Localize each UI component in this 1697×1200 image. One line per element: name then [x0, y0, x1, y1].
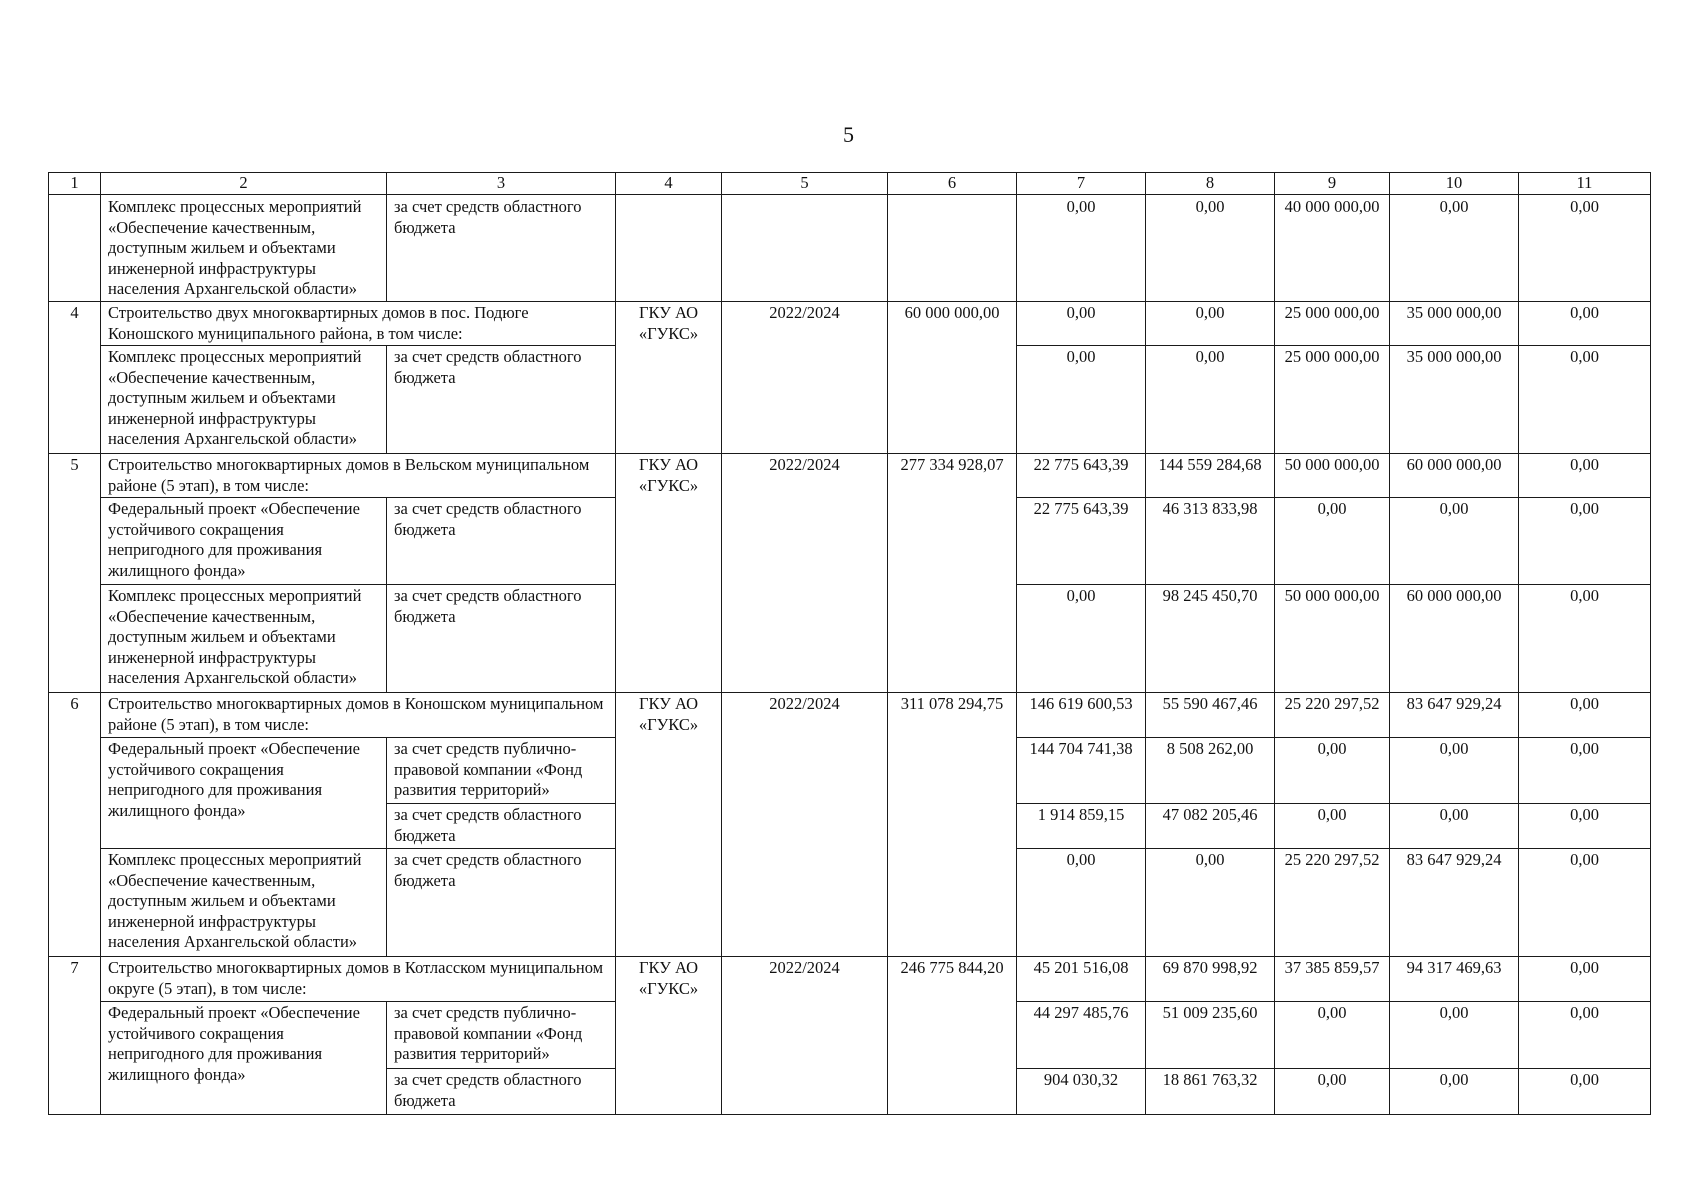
value-cell: 0,00 — [1275, 738, 1390, 804]
value-cell: 25 000 000,00 — [1275, 302, 1390, 346]
value-cell: 37 385 859,57 — [1275, 957, 1390, 1002]
value-cell: 0,00 — [1390, 738, 1519, 804]
object-name-cell: Строительство многоквартирных домов в Котласском муниципальном округе (5 этап), в том числе: — [101, 957, 616, 1002]
value-cell: 35 000 000,00 — [1390, 302, 1519, 346]
funding-source-cell: за счет средств областного бюджета — [387, 1069, 616, 1115]
header-cell: 1 — [49, 173, 101, 195]
value-cell: 0,00 — [1519, 454, 1651, 498]
value-cell: 1 914 859,15 — [1017, 804, 1146, 849]
value-cell: 146 619 600,53 — [1017, 693, 1146, 738]
value-cell: 0,00 — [1519, 346, 1651, 454]
value-cell: 0,00 — [1275, 1069, 1390, 1115]
value-cell: 55 590 467,46 — [1146, 693, 1275, 738]
program-name-cell: Федеральный проект «Обеспечение устойчивого сокращения непригодного для проживания жилищного фонда» — [101, 1002, 387, 1115]
header-cell: 6 — [888, 173, 1017, 195]
period-cell: 2022/2024 — [722, 957, 888, 1115]
value-cell: 60 000 000,00 — [1390, 585, 1519, 693]
object-name-cell: Строительство многоквартирных домов в Коношском муниципальном районе (5 этап), в том числе: — [101, 693, 616, 738]
header-cell: 10 — [1390, 173, 1519, 195]
value-cell: 0,00 — [1275, 804, 1390, 849]
total-cell: 311 078 294,75 — [888, 693, 1017, 957]
value-cell: 0,00 — [1390, 195, 1519, 302]
value-cell: 69 870 998,92 — [1146, 957, 1275, 1002]
value-cell: 98 245 450,70 — [1146, 585, 1275, 693]
executor-cell: ГКУ АО «ГУКС» — [616, 957, 722, 1115]
value-cell: 0,00 — [1275, 1002, 1390, 1069]
value-cell: 50 000 000,00 — [1275, 585, 1390, 693]
value-cell: 0,00 — [1146, 195, 1275, 302]
page-number: 5 — [843, 122, 854, 147]
program-name-cell: Комплекс процессных мероприятий «Обеспечение качественным, доступным жильем и объектами инженерной инфраструктуры населения Архангельской области» — [101, 346, 387, 454]
funding-source-cell: за счет средств публично-правовой компании «Фонд развития территорий» — [387, 738, 616, 804]
header-cell: 3 — [387, 173, 616, 195]
value-cell: 0,00 — [1146, 302, 1275, 346]
value-cell: 83 647 929,24 — [1390, 849, 1519, 957]
value-cell: 0,00 — [1519, 1002, 1651, 1069]
table-row — [49, 195, 1651, 302]
value-cell: 904 030,32 — [1017, 1069, 1146, 1115]
value-cell: 0,00 — [1390, 804, 1519, 849]
value-cell: 0,00 — [1519, 585, 1651, 693]
funding-source-cell: за счет средств областного бюджета — [387, 346, 616, 454]
total-cell: 60 000 000,00 — [888, 302, 1017, 454]
value-cell: 46 313 833,98 — [1146, 498, 1275, 585]
value-cell: 0,00 — [1519, 195, 1651, 302]
header-cell: 8 — [1146, 173, 1275, 195]
row-number-cell: 4 — [49, 302, 101, 454]
value-cell: 44 297 485,76 — [1017, 1002, 1146, 1069]
value-cell: 22 775 643,39 — [1017, 454, 1146, 498]
period-cell — [722, 195, 888, 302]
value-cell: 0,00 — [1519, 1069, 1651, 1115]
value-cell: 60 000 000,00 — [1390, 454, 1519, 498]
row-number-cell — [49, 195, 101, 302]
value-cell: 0,00 — [1390, 1069, 1519, 1115]
value-cell: 0,00 — [1519, 302, 1651, 346]
program-name-cell: Комплекс процессных мероприятий «Обеспечение качественным, доступным жильем и объектами инженерной инфраструктуры населения Архангельской области» — [101, 849, 387, 957]
header-cell: 9 — [1275, 173, 1390, 195]
row-number-cell: 6 — [49, 693, 101, 957]
funding-source-cell: за счет средств областного бюджета — [387, 195, 616, 302]
value-cell: 18 861 763,32 — [1146, 1069, 1275, 1115]
value-cell: 25 220 297,52 — [1275, 849, 1390, 957]
value-cell: 25 220 297,52 — [1275, 693, 1390, 738]
value-cell: 0,00 — [1146, 346, 1275, 454]
funding-source-cell: за счет средств областного бюджета — [387, 498, 616, 585]
value-cell: 0,00 — [1519, 738, 1651, 804]
row-number-cell: 7 — [49, 957, 101, 1115]
value-cell: 50 000 000,00 — [1275, 454, 1390, 498]
value-cell: 0,00 — [1017, 346, 1146, 454]
value-cell: 25 000 000,00 — [1275, 346, 1390, 454]
value-cell: 0,00 — [1017, 585, 1146, 693]
value-cell: 45 201 516,08 — [1017, 957, 1146, 1002]
period-cell: 2022/2024 — [722, 302, 888, 454]
value-cell: 0,00 — [1519, 804, 1651, 849]
program-name-cell: Комплекс процессных мероприятий «Обеспечение качественным, доступным жильем и объектами инженерной инфраструктуры населения Архангельской области» — [101, 585, 387, 693]
funding-source-cell: за счет средств областного бюджета — [387, 849, 616, 957]
total-cell: 246 775 844,20 — [888, 957, 1017, 1115]
value-cell: 40 000 000,00 — [1275, 195, 1390, 302]
value-cell: 35 000 000,00 — [1390, 346, 1519, 454]
header-row — [49, 173, 1651, 195]
value-cell: 0,00 — [1017, 302, 1146, 346]
table-row — [49, 957, 1651, 1002]
header-cell: 2 — [101, 173, 387, 195]
value-cell: 0,00 — [1017, 849, 1146, 957]
budget-table — [48, 172, 1651, 1115]
value-cell: 0,00 — [1275, 498, 1390, 585]
object-name-cell: Строительство двух многоквартирных домов в пос. Подюге Коношского муниципального района, в том числе: — [101, 302, 616, 346]
executor-cell: ГКУ АО «ГУКС» — [616, 302, 722, 454]
row-number-cell: 5 — [49, 454, 101, 693]
header-cell: 11 — [1519, 173, 1651, 195]
program-name-cell: Комплекс процессных мероприятий «Обеспечение качественным, доступным жильем и объектами инженерной инфраструктуры населения Архангельской области» — [101, 195, 387, 302]
executor-cell: ГКУ АО «ГУКС» — [616, 454, 722, 693]
header-cell: 5 — [722, 173, 888, 195]
value-cell: 0,00 — [1519, 693, 1651, 738]
table-row — [49, 302, 1651, 346]
value-cell: 83 647 929,24 — [1390, 693, 1519, 738]
object-name-cell: Строительство многоквартирных домов в Вельском муниципальном районе (5 этап), в том числе: — [101, 454, 616, 498]
total-cell — [888, 195, 1017, 302]
executor-cell: ГКУ АО «ГУКС» — [616, 693, 722, 957]
program-name-cell: Федеральный проект «Обеспечение устойчивого сокращения непригодного для проживания жилищного фонда» — [101, 738, 387, 849]
value-cell: 144 559 284,68 — [1146, 454, 1275, 498]
value-cell: 22 775 643,39 — [1017, 498, 1146, 585]
header-cell: 7 — [1017, 173, 1146, 195]
value-cell: 47 082 205,46 — [1146, 804, 1275, 849]
total-cell: 277 334 928,07 — [888, 454, 1017, 693]
value-cell: 144 704 741,38 — [1017, 738, 1146, 804]
value-cell: 51 009 235,60 — [1146, 1002, 1275, 1069]
funding-source-cell: за счет средств публично-правовой компании «Фонд развития территорий» — [387, 1002, 616, 1069]
value-cell: 0,00 — [1146, 849, 1275, 957]
table-row — [49, 693, 1651, 738]
period-cell: 2022/2024 — [722, 454, 888, 693]
value-cell: 0,00 — [1519, 849, 1651, 957]
executor-cell — [616, 195, 722, 302]
value-cell: 0,00 — [1519, 498, 1651, 585]
program-name-cell: Федеральный проект «Обеспечение устойчивого сокращения непригодного для проживания жилищного фонда» — [101, 498, 387, 585]
funding-source-cell: за счет средств областного бюджета — [387, 804, 616, 849]
period-cell: 2022/2024 — [722, 693, 888, 957]
value-cell: 0,00 — [1390, 1002, 1519, 1069]
value-cell: 0,00 — [1519, 957, 1651, 1002]
value-cell: 94 317 469,63 — [1390, 957, 1519, 1002]
value-cell: 8 508 262,00 — [1146, 738, 1275, 804]
funding-source-cell: за счет средств областного бюджета — [387, 585, 616, 693]
value-cell: 0,00 — [1390, 498, 1519, 585]
value-cell: 0,00 — [1017, 195, 1146, 302]
header-cell: 4 — [616, 173, 722, 195]
table-row — [49, 454, 1651, 498]
